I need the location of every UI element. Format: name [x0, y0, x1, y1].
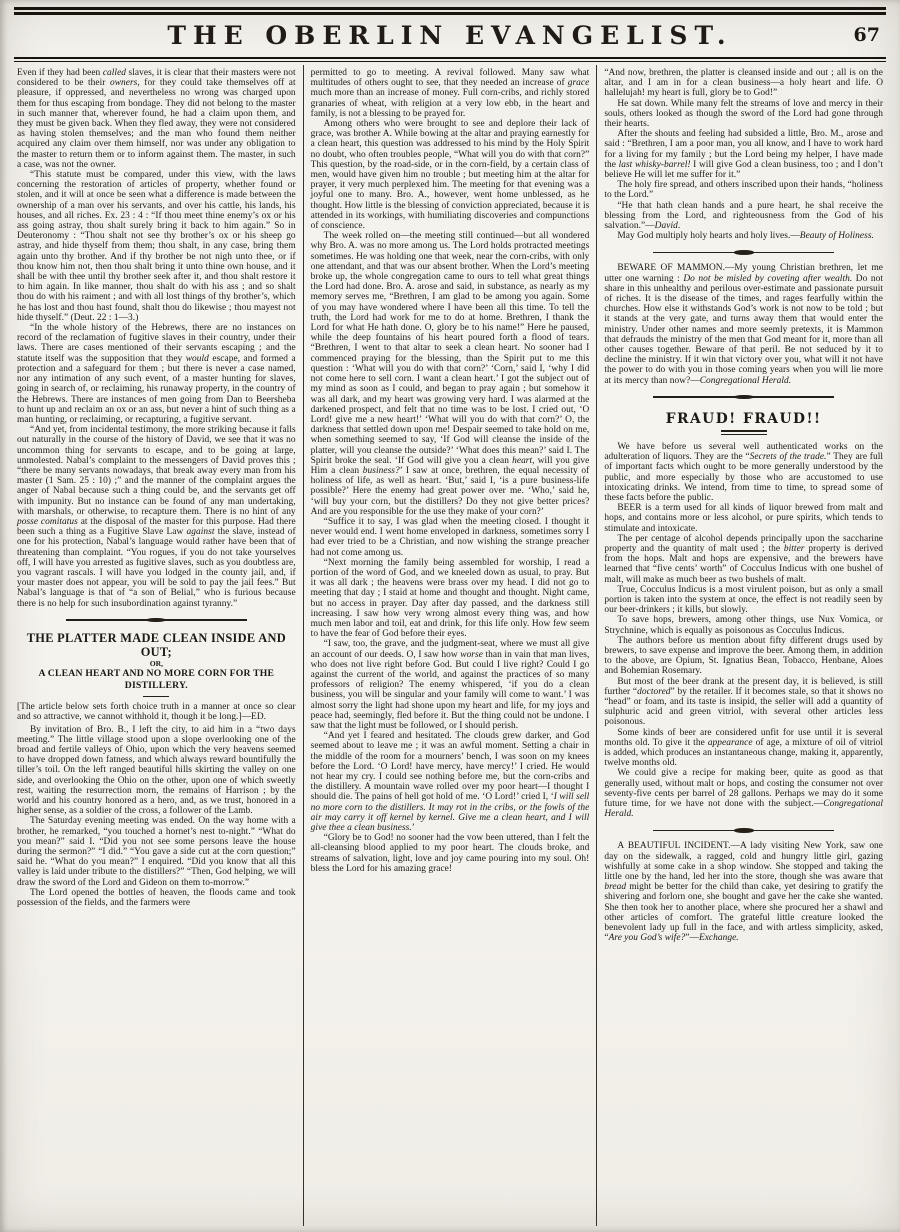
beautiful-incident-item: A BEAUTIFUL INCIDENT.—A lady visiting New York, saw one day on the sidewalk, a ragged, cold and hungry little girl, gazing wishfully at some cake in a shop window. She stopped and taking the little one by the hand, led her into the store, though she was aware that bread might be better for the child than cake, yet desiring to gratify the shivering and forlorn one, she bought and gave her the cake she wanted. She then took her to another place, where she procured her a shawl and other articles of comfort. The grateful little creature looked the benevolent lady up full in the face, and with artless simplicity, asked, “Are you God’s wife?”—Exchange.: [604, 841, 884, 944]
paragraph: “Next morning the family being assembled for worship, I read a portion of the word of God, and we kneeled down as usual, to pray. But it was all dark ; the heavens were brass over my head. I did not go to meeting that day ; I staid at home and thought and thought. Night came, but no access in prayer. Day after day passed, and the darkness still increasing. I saw how very wrong almost every thing was, and how much men labor and toil, eat and drink, for this life only. How few seem to have the fear of God before their eyes.: [310, 557, 590, 640]
paper-title: THE OBERLIN EVANGELIST.: [167, 20, 733, 50]
article-heading-line3: A CLEAN HEART AND NO MORE CORN FOR THE DISTILLERY.: [38, 667, 275, 691]
column-2: [303, 65, 597, 1226]
section-divider-ornament: [610, 825, 877, 835]
masthead-title-row: [0, 18, 900, 55]
masthead-top-rule: [14, 7, 886, 10]
paragraph: The Lord opened the bottles of heaven, the floods came and took possession of the fields, and the farmers were: [17, 887, 296, 909]
fraud-article-heading: FRAUD! FRAUD!!: [665, 410, 822, 427]
paragraph: “Glory be to God! no sooner had the vow been uttered, than I felt the all-cleansing blood applied to my poor heart. The clouds broke, and streams of salvation, light, love and joy came pouring into my soul. Oh! bless the Lord for his amazing grace!: [310, 833, 590, 874]
paragraph: But most of the beer drank at the present day, it is believed, is still further “doctored” by the retailer. If it becomes stale, so that it shows no “head” or foam, and its taste is insipid, the seller will add a quantity of sulphuric acid and green vitriol, with several other articles less poisonous.: [604, 676, 884, 728]
paragraph: After the shouts and feeling had subsided a little, Bro. M., arose and said : “Brethren, I am a poor man, you all know, and I have to work hard for a living for my family ; but the Lord being my helper, I have made the last whisky-barrel! I will give God a clean business, too ; and I don’t believe He will let me suffer for it.”: [604, 129, 884, 181]
paragraph: “He that hath clean hands and a pure heart, he shal receive the blessing from the Lord, and righteousness from the God of his salvation.”—David.: [604, 200, 884, 232]
paragraph: BEER is a term used for all kinds of liquor brewed from malt and hops, and contains more or less alcohol, or pure spirits, which tends to stimulate and intoxicate.: [604, 503, 884, 534]
paragraph: The week rolled on—the meeting still continued—but all wondered why Bro. A. was no more among us. The Lord holds protracted meetings sometimes. He was holding one that week, near the corn-cribs, with only one attendant, and that was our absent brother. When the Lord’s meeting broke up, the whole congregation came to ours to tell what great things the Lord had done. Bro. A. arose and said, in substance, as nearly as my memory serves me, “Brethren, I am glad to be among you again. Some of you may have wondered where I have been all this time. To tell the truth, the Lord had work for me to do at home. Brethren, I thank the Lord for what He hath done. O, glory be to his name!” Here he paused, while the deep fountains of his heart poured forth a flood of tears. “Brethren, I went to that altar to seek a clean heart. No sooner had I commenced praying for the blessing, than the Spirit put to me this question : ‘What will you do with that corn?’ ‘Corn,’ said I, ‘why I did not come here to sell corn. I want a clean heart.’ I got the subject out of my mind as soon as I could, and began to pray again ; but somehow it was all dark, and my heart was growing very hard. I was alarmed at the darkened prospect, and felt that no time was to be lost. I cried out, ‘O Lord! give me a new heart!’ ‘What will you do with that corn?’ O, the darkness that settled down upon me! Despair seemed to take hold on me, when something seemed to say, ‘If God will cleanse the inside of the platter, will you cleanse the outside?’ ‘What does this mean?’ said I. The Spirit broke the seal. ‘If God will give you a clean heart, will you give Him a clean business?’ I saw at once, brethren, the equal necessity of holiness of life, as well as heart. ‘But,’ said I, ‘is a pure business-life possible?’ Here the enemy had great power over me. ‘Who,’ said he, ‘will buy your corn, but the distillers? Do they not give better prices? And are you responsible for the use they make of your corn?’: [310, 231, 590, 517]
paragraph: We have before us several well authenticated works on the adulteration of liquors. They are the “Secrets of the trade.” They are full of important facts which ought to be more generally understood by the public, and more especially by those who are accustomed to use intoxicating drinks. We intend, from time to time, to spread some of these facts before the public.: [604, 441, 884, 503]
paragraph: “In the whole history of the Hebrews, there are no instances on record of the reclamation of fugitive slaves in their country, under their laws. There are cases mentioned of their servants escaping ; and the statute itself was the supposition that they would escape, and formed a protection and a safeguard for them ; but there is never a case named, nor any intimation of any such event, of a master hunting for slaves, going in search of, or reclaiming, his runaway property, in the country of the Hebrews. There are instances of men going from Dan to Beersheba to hunt up and reclaim an ox or an ass, but never a hint of such thing as a man hunting, or reclaiming, or recapturing, a fugitive servant.: [17, 323, 296, 425]
paragraph: “Suffice it to say, I was glad when the meeting closed. I thought it never would end. I went home enveloped in darkness, sometimes sorry I had ever tried to be a Christian, and now wishing the strange preacher had not come among us.: [310, 516, 590, 558]
masthead-top-rule-2: [14, 12, 886, 15]
section-divider-ornament: [610, 247, 877, 257]
heading-underline-rule: [721, 430, 767, 435]
article-heading-line1: THE PLATTER MADE CLEAN INSIDE AND OUT;: [26, 630, 286, 659]
beware-of-mammon-item: BEWARE OF MAMMON.—My young Christian brethren, let me utter one warning : Do not be misled by coveting after wealth. Do not share in this unhealthy and perilous over-estimate and passionate pursuit of riches. It is the disease of the times, and rages fearfully within the churches. How else it withstands God’s work is not now to be told ; but it stands at the very gate, and turns away them that would enter the ministry. Under other names and more seemly pretexts, it is Mammon that defrauds the ministry of the men that God meant for it, more than all other causes together. Beware of that peril. Be not seduced by it to decline the ministry. If it win that victory over you, what will it not have the power to do with you in those coming years when you will lie more at its mercy than now?—Congregational Herald.: [604, 263, 884, 386]
paragraph: Some kinds of beer are considered unfit for use until it is several months old. To give it the appearance of age, a mixture of oil of vitriol is added, which produces an instantaneous change, making it, apparently, twelve months old.: [604, 727, 884, 769]
paragraph: He sat down. While many felt the streams of love and mercy in their souls, others looked as though the sword of the Lord had gone through their hearts.: [604, 98, 884, 130]
paragraph: Even if they had been called slaves, it is clear that their masters were not considered to be their owners, for they could take themselves off at pleasure, if oppressed, and nevertheless no wrong was charged upon them for thus escaping from bondage. They did not belong to the master in such manner that, wherever found, he had a claim upon them, and they must be given back. When they fled away, they were not considered as having stolen themselves; and the man who found them neither acquired any claim over them himself, nor was under any obligation to the master to return them or to inform against them. The master, in such a case, was not the owner.: [17, 68, 296, 170]
paragraph: “I saw, too, the grave, and the judgment-seat, where we must all give an account of our deeds. O, I saw how worse than in vain that man lives, who does not live right before God. But could I live right? Could I go against the current of the world, and against the practices of so many professors of religion? The enemy whispered, ‘if you do a clean business, you will be singular and your family will come to want.’ I was almost sorry the light had shone upon my heart and life, for my joys and peace had, seemingly, fled before it. But the thing could not be undone. I saw that the light must be followed, or I should perish.: [310, 639, 590, 731]
article-heading: [17, 631, 296, 692]
paragraph: The authors before us mention about fifty different drugs used by brewers, to save expense and improve the beer. Among them, in addition to the above, are Opium, St. Ignatius Bean, Tobacco, Henbane, Aloes and Bohemian Rosemary.: [604, 635, 884, 677]
paragraph: “And yet I feared and hesitated. The clouds grew darker, and God seemed about to leave me ; it was an awful moment. Setting a chair in the middle of the room for a mourners’ bench, I was soon on my knees before the Lord. ‘O Lord! have mercy, have mercy!’ I cried. He would not hear my cry. I could see nothing before me, but the corn-cribs and the distillery. A mountain wave rolled over my poor heart—I thought I should die. The pains of hell got hold of me. ‘O Lord!’ cried I, ‘I will sell no more corn to the distillers. It may rot in the cribs, or the fowls of the air may carry it off kernel by kernel. Give me a clean heart, and I will give thee a clean business.’: [310, 731, 590, 834]
paragraph: True, Cocculus Indicus is a most virulent poison, but as only a small portion is taken into the system at once, the effect is not readily seen by our beer-drinkers ; it kills, but slowly.: [604, 584, 884, 616]
paragraph: To save hops, brewers, among other things, use Nux Vomica, or Strychnine, which is equally as poisonous as Cocculus Indicus.: [604, 615, 884, 636]
masthead: [0, 0, 900, 62]
paragraph: By invitation of Bro. B., I left the city, to aid him in a “two days meeting.” The little village stood upon a slope overlooking one of the broad and fertile valleys of Ohio, upon which the very heavens seemed to have dropped down fatness, and which always reward bountifully the tiller’s toil. On the left ranged beautiful hills skirting the valley on one side, and overlooking the Ohio on the other, upon one of which sweetly rest, waiting the resurrection morn, the remains of Harrison ; by the world and his country honored as a hero, and, as we trust, honored in a higher sense, as a soldier of the cross, a follower of the Lamb.: [17, 724, 296, 817]
page-number: 67: [853, 23, 880, 46]
paragraph: The holy fire spread, and others inscribed upon their hands, “holiness to the Lord.”: [604, 180, 884, 201]
paragraph: permitted to go to meeting. A revival followed. Many saw what multitudes of others ought to see, that they needed an increase of grace much more than an increase of money. Full corn-cribs, and richly stored granaries of wheat, with religion at a very low ebb, in the heart and family, is not a blessing to be prayed for.: [310, 68, 590, 119]
paragraph: We could give a recipe for making beer, quite as good as that generally used, without malt or hops, and costing the consumer not over seventy-five cents per barrel of 28 gallons. Perhaps we may do it some future time, for we have not done with the subject.—Congregational Herald.: [604, 768, 884, 820]
section-divider-ornament: [610, 392, 877, 402]
article-heading-line2: OR,: [149, 658, 163, 668]
column-3: [596, 65, 890, 1226]
paragraph: May God multiply holy hearts and holy lives.—Beauty of Holiness.: [617, 231, 874, 242]
section-divider-ornament: [23, 615, 290, 625]
paragraph: “This statute must be compared, under this view, with the laws concerning the restoration of articles of property, whether found or stolen, and it will at once be seen what a difference is made between the ownership of a man over his servants, and over his cattle, his lands, his houses, and all riches. Ex. 23 : 4 : “If thou meet thine enemy’s ox or his ass going astray, thou shalt surely bring it back to him again.” So in Deuteronomy : “Thou shalt not see thy brother’s ox or his sheep go astray, and hide thyself from them; thou shalt, in any case, bring them again unto thy brother. And if thy brother be not nigh unto thee, or if thou know him not, then thou shalt bring it unto thine own house, and it shall be with thee until thy brother seek after it, and thou shalt restore it to him again. In like manner, thou shalt do with his ass ; and so shalt thou do with his raiment ; and with all lost things of thy brother’s, which he has lost and thou hast found, shalt thou do likewise ; thou mayest not hide thyself.” (Deut. 22 : 1—3.): [17, 170, 296, 323]
column-1: [10, 65, 303, 1226]
masthead-bottom-rule: [14, 57, 886, 60]
paragraph: Among others who were brought to see and deplore their lack of grace, was brother A. While bowing at the altar and praying earnestly for a clean heart, this question was addressed to his mind by the Holy Spirit no doubt, who often troubles people, “What will you do with that corn?” This question, by the road-side, or in the corn-field, by a certain class of men, would have given him no trouble ; but meeting him at the altar for prayer, it very much perplexed him. The meeting for that evening was a joyful one to many. Bro. A., however, went home unblessed, as he thought. How little is the blessing of conviction appreciated, because it is attended in its workings, with humiliating discoveries and compunctions of conscience.: [310, 119, 590, 232]
paragraph: “And yet, from incidental testimony, the more striking because it falls out naturally in the course of the history of David, we see that it was no uncommon thing for servants to escape, and to be going at large, unmolested. Nabal’s complaint to the messengers of David proves this ; “there be many servants nowadays, that break away every man from his master (1 Sam. 25 : 10) ;” and the manner of the complaint argues the anger of Nabal because such a thing could be, and the servants get off with impunity. But no instance can be found of any man undertaking, with marshals, or otherwise, to recapture them. There is no hint of any posse comitatus at the disposal of the master for this purpose. Had there been such a thing as a Fugitive Slave Law against the slave, instead of one for his protection, Nabal’s language would rather have been that of threatening than complaint. “You rogues, if you do not take yourselves off, I will have you arrested as fugitive slaves, such as you doubtless are, you vagrant rascals. I will have you lodged in the county jail, and, if your master does not appear, you will be sold to pay the jail fees.” But Nabal’s language is that of “a son of Belial,” who is furious because there is no help for such insubordination against tyranny.”: [17, 425, 296, 609]
tiny-rule: [143, 696, 169, 697]
page-columns: [0, 62, 900, 1232]
paragraph: The per centage of alcohol depends principally upon the saccharine property and the quantity of malt used ; the bitter property is derived from the hops. Malt and hops are expensive, and the brewers have learned that “five cents’ worth” of Cocculus Indicus with one bushel of malt, will make as much beer as two bushels of malt.: [604, 533, 884, 585]
paragraph: The Saturday evening meeting was ended. On the way home with a brother, he remarked, “you touched a hornet’s nest to-night.” “What do you mean?” said I. “Did you not see some persons leave the house during the sermon?” “I did.” “You gave a side cut at the corn question;” said he. “What do you mean?” I enquired. “Did you know that all this valley is laid under tribute to the distillers?” “Then, God helping, we will draw the sword of the Lord and Gideon on them to-morrow.”: [17, 816, 296, 888]
paragraph: “And now, brethren, the platter is cleansed inside and out ; all is on the altar, and I am in for a clean business—a holy heart and life. O hallelujah! my heart is full, glory be to God!”: [604, 68, 884, 99]
editor-note: [The article below sets forth choice truth in a manner at once so clear and so attractive, we cannot withhold it, though it be long.]—ED.: [17, 702, 296, 723]
